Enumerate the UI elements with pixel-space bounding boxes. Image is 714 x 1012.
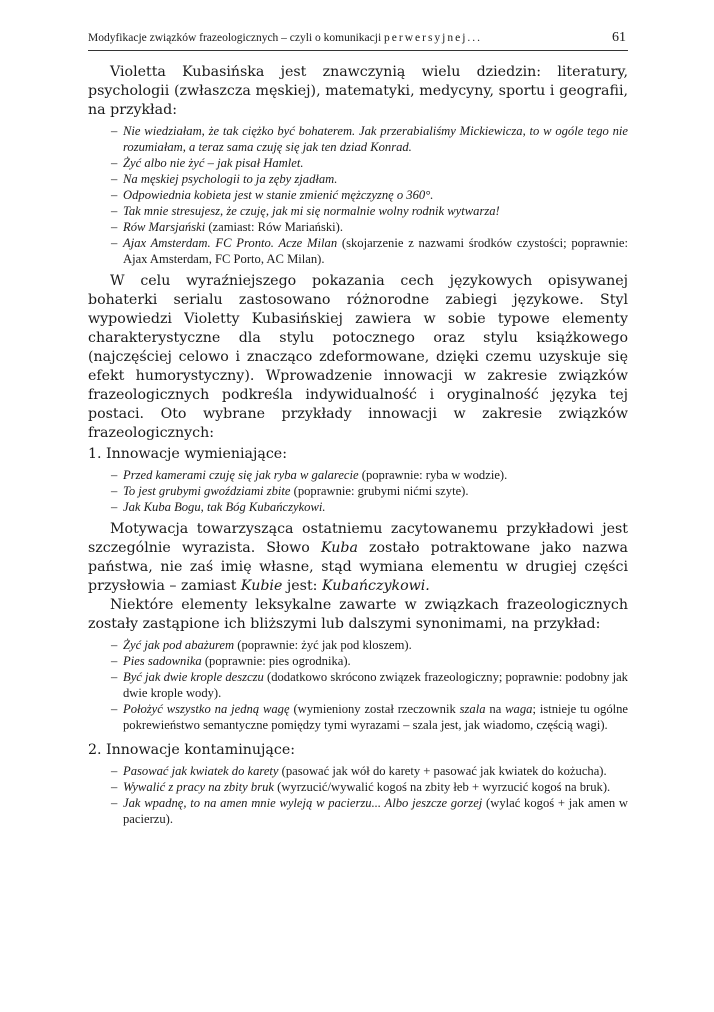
- example-note: (poprawnie: pies ogrodnika).: [201, 654, 351, 668]
- paragraph-motivation: [88, 520, 628, 596]
- paragraph-synonyms: Niektóre elementy leksykalne zawarte w związkach frazeologicznych zostały zastąpione ich bliższymi lub dalszymi synonimami, na przykład:: [88, 597, 628, 632]
- paragraph-style: W celu wyraźniejszego pokazania cech językowych opisywanej bohaterki serialu zastosowano różnorodne zabiegi językowe. Styl wypowiedzi Violetty Kubasińskiej zawiera w sobie typowe elementy charakterystyczne dla stylu potocznego oraz stylu książkowego (najczęściej celowo i znacząco zdeformowane, dzięki czemu uzyskuje się efekt humorystyczny). Wprowadzenie innowacji w zakresie związków frazeologicznych podkreśla indywidualność i oryginalność języka tej postaci. Oto wybrane przykłady innowacji w zakresie związków frazeologicznych:: [88, 273, 628, 441]
- example-list-quotes: [88, 123, 628, 267]
- example-italic: Jak Kuba Bogu, tak Bóg Kubańczykowi.: [123, 500, 326, 514]
- list-item: [114, 155, 628, 171]
- example-italic: Żyć jak pod abażurem: [123, 638, 235, 652]
- text-run: Motywacja towarzysząca ostatniemu zacytowanemu przykładowi jest szczególnie wyrazista. Słowo: [88, 521, 628, 556]
- example-italic: waga: [505, 702, 533, 716]
- running-header: [88, 30, 628, 51]
- section-heading-contaminating: 2. Innowacje kontaminujące:: [88, 742, 296, 758]
- text-run: zostało potraktowane jako nazwa państwa, nie zaś imię własne, stąd wymiana elementu w drugiej części przysłowia – zamiast: [88, 540, 628, 594]
- list-item: [114, 499, 628, 515]
- header-title: [88, 32, 482, 44]
- example-note: (dodatkowo skrócono związek frazeologiczny; poprawnie: podobny jak dwie krople wody).: [123, 670, 628, 700]
- list-item: [114, 653, 628, 669]
- example-italic: Pasować jak kwiatek do karety: [123, 764, 279, 778]
- example-italic: Rów Marsjański: [123, 220, 206, 234]
- example-italic: Odpowiednia kobieta jest w stanie zmienić mężczyznę o 360°.: [123, 188, 434, 202]
- list-item: [114, 123, 628, 155]
- text-run-italic: Kubie: [240, 578, 283, 594]
- page-number: 61: [612, 30, 626, 45]
- example-italic: Pies sadownika: [123, 654, 202, 668]
- example-note: (wymieniony został rzeczownik: [289, 702, 460, 716]
- example-italic: Nie wiedziałam, że tak ciężko być bohaterem. Jak przerabialiśmy Mickiewicza, to w ogóle tego nie rozumiałam, a teraz sama czuję się jak ten dziad Konrad.: [123, 124, 628, 154]
- example-note: ; istnieje tu ogólne pokrewieństwo semantyczne pomiędzy tymi wyrazami – szala jest, jak wiadomo, częścią wagi).: [123, 702, 628, 732]
- example-note: (poprawnie: żyć jak pod kloszem).: [234, 638, 412, 652]
- example-italic: Przed kamerami czuję się jak ryba w galarecie: [123, 468, 359, 482]
- list-item: [114, 483, 628, 499]
- example-note: (poprawnie: ryba w wodzie).: [358, 468, 508, 482]
- page: [88, 30, 628, 832]
- example-italic: Tak mnie stresujesz, że czuję, jak mi się normalnie wolny rodnik wytwarza!: [123, 204, 500, 218]
- list-item: [114, 763, 628, 779]
- example-italic: Wywalić z pracy na zbity bruk: [123, 780, 274, 794]
- list-item: [114, 637, 628, 653]
- example-list-exchanging: [88, 467, 628, 515]
- example-note: (poprawnie: grubymi nićmi szyte).: [290, 484, 469, 498]
- text-run-italic: Kuba: [320, 540, 358, 556]
- list-item: [114, 171, 628, 187]
- header-title-text: Modyfikacje związków frazeologicznych – czyli o komunikacji: [88, 32, 385, 44]
- example-italic: Na męskiej psychologii to ja zęby zjadłam.: [123, 172, 338, 186]
- example-italic: Położyć wszystko na jedną wagę: [123, 702, 290, 716]
- example-list-contaminating: [88, 763, 628, 827]
- example-note: (pasować jak wół do karety + pasować jak kwiatek do kożucha).: [278, 764, 607, 778]
- text-run-italic: Kubańczykowi.: [321, 578, 430, 594]
- example-italic: Jak wpadnę, to na amen mnie wyleją w pacierzu... Albo jeszcze gorzej: [123, 796, 483, 810]
- example-list-synonyms: [88, 637, 628, 733]
- example-italic: Żyć albo nie żyć – jak pisał Hamlet.: [123, 156, 304, 170]
- example-italic: Ajax Amsterdam. FC Pronto. Acze Milan: [123, 236, 338, 250]
- example-note: (skojarzenie z nazwami środków czystości; poprawnie: Ajax Amsterdam, FC Porto, AC Milan).: [123, 236, 628, 266]
- list-item: [114, 701, 628, 733]
- example-note: na: [485, 702, 506, 716]
- example-note: (wyrzucić/wywalić kogoś na zbity łeb + wyrzucić kogoś na bruk).: [274, 780, 611, 794]
- list-item: [114, 795, 628, 827]
- list-item: [114, 779, 628, 795]
- example-note: (zamiast: Rów Mariański).: [205, 220, 344, 234]
- list-item: [114, 669, 628, 701]
- example-italic: Być jak dwie krople deszczu: [123, 670, 264, 684]
- example-italic: To jest grubymi gwoździami zbite: [123, 484, 291, 498]
- example-italic: szala: [459, 702, 486, 716]
- paragraph-intro: Violetta Kubasińska jest znawczynią wielu dziedzin: literatury, psychologii (zwłaszcza męskiej), matematyki, medycyny, sportu i geografii, na przykład:: [88, 64, 628, 118]
- text-run: jest:: [282, 578, 322, 594]
- list-item: [114, 187, 628, 203]
- list-item: [114, 467, 628, 483]
- section-heading-exchanging: 1. Innowacje wymieniające:: [88, 446, 287, 462]
- list-item: [114, 235, 628, 267]
- example-note: (wylać kogoś + jak amen w pacierzu).: [123, 796, 628, 826]
- list-item: [114, 219, 628, 235]
- list-item: [114, 203, 628, 219]
- header-title-spaced: perwersyjnej...: [384, 32, 483, 44]
